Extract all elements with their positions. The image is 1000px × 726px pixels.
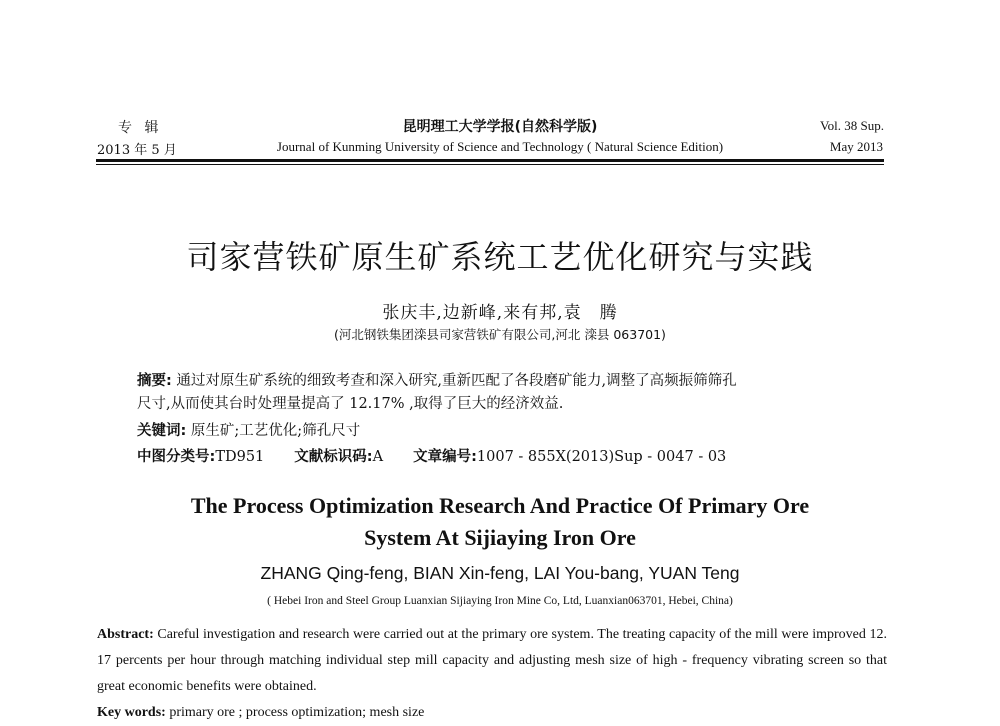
keywords-zh-text: 原生矿;工艺优化;筛孔尺寸 bbox=[186, 423, 361, 439]
volume-label: Vol. 38 Sup. bbox=[819, 118, 884, 133]
keywords-en-text: primary ore ; process optimization; mesh size bbox=[165, 705, 425, 720]
clc-label: 中图分类号: bbox=[137, 449, 216, 465]
affiliation-en: ( Hebei Iron and Steel Group Luanxian Sijiaying Iron Mine Co, Ltd, Luanxian063701, Hebei, China) bbox=[267, 595, 733, 607]
journal-name-zh: 昆明理工大学学报(自然科学版) bbox=[402, 119, 598, 135]
title-en: The Process Optimization Research And Practice Of Primary Ore System At Sijiaying Iron Ore bbox=[190, 493, 810, 550]
issue-label: 专 辑 bbox=[118, 120, 163, 136]
keywords-en bbox=[97, 700, 887, 726]
abstract-zh-label: 摘要: bbox=[137, 373, 172, 389]
header-rule-thin bbox=[96, 164, 884, 165]
article-no-value: 1007 - 855X(2013)Sup - 0047 - 03 bbox=[476, 449, 727, 465]
abstract-en-label: Abstract: bbox=[97, 627, 154, 642]
clc-value: TD951 bbox=[215, 449, 265, 465]
header-rule-thick bbox=[96, 159, 884, 162]
issue-date-zh: 2013 年 5 月 bbox=[97, 143, 177, 158]
affiliation-zh: (河北钢铁集团滦县司家营铁矿有限公司,河北 滦县 063701) bbox=[334, 327, 666, 342]
abstract-zh-text-1: 通过对原生矿系统的细致考查和深入研究,重新匹配了各段磨矿能力,调整了高频振筛筛孔 bbox=[171, 373, 737, 389]
authors-zh: 张庆丰,边新峰,来有邦,袁 腾 bbox=[382, 303, 618, 323]
classification-line bbox=[137, 446, 877, 469]
authors-en: ZHANG Qing-feng, BIAN Xin-feng, LAI You-bang, YUAN Teng bbox=[260, 563, 740, 583]
abstract-zh-line2: 尺寸,从而使其台时处理量提高了 12.17% ,取得了巨大的经济效益. bbox=[137, 396, 564, 412]
keywords-zh bbox=[137, 420, 877, 443]
abstract-zh-line1 bbox=[137, 370, 877, 393]
doc-code-label: 文献标识码: bbox=[294, 449, 373, 465]
abstract-en-text: Careful investigation and research were carried out at the primary ore system. The treating capacity of the mill were improved 12. 17 percents per hour through matching individual step mill capacity and adjusting mesh size of high - frequency vibrating screen so that great economic benefits were obtained. bbox=[97, 627, 887, 694]
doc-code-value: A bbox=[372, 449, 384, 465]
journal-name-en: Journal of Kunming University of Science and Technology ( Natural Science Edition) bbox=[276, 139, 724, 154]
title-zh: 司家营铁矿原生矿系统工艺优化研究与实践 bbox=[186, 238, 814, 276]
article-no-label: 文章编号: bbox=[413, 449, 477, 465]
keywords-zh-label: 关键词: bbox=[137, 423, 187, 439]
abstract-en bbox=[97, 622, 887, 700]
keywords-en-label: Key words: bbox=[97, 705, 166, 720]
issue-date-en: May 2013 bbox=[829, 139, 883, 154]
